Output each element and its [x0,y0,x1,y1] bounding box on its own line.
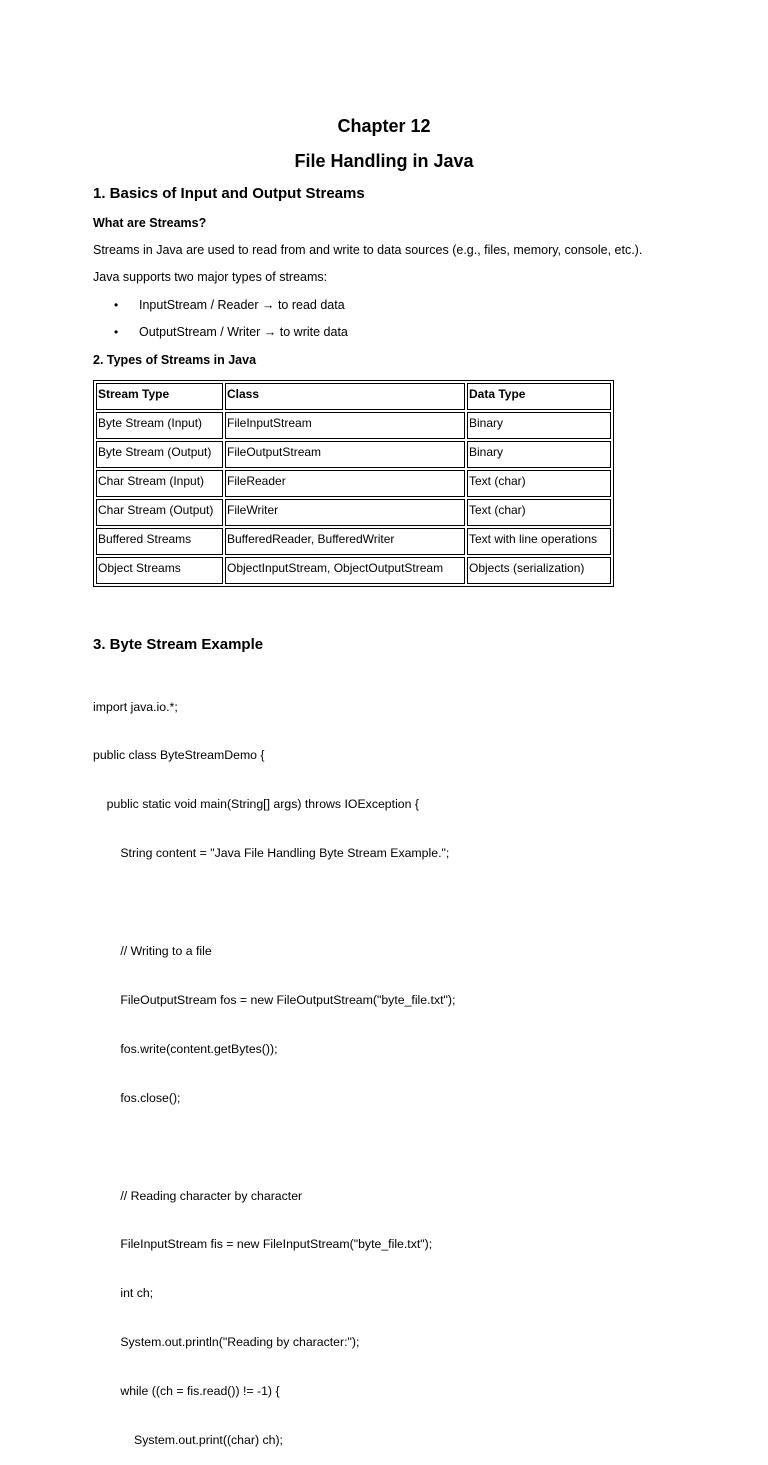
table-row [96,470,611,497]
code-line: // Writing to a file [93,944,212,959]
table-cell: Text (char) [467,470,611,497]
table-cell: ObjectInputStream, ObjectOutputStream [225,557,465,584]
table-cell: Byte Stream (Output) [96,441,223,468]
table-row [96,441,611,468]
page-title: File Handling in Java [294,151,474,171]
code-line: int ch; [93,1286,154,1301]
stream-types-table [93,380,614,587]
code-line: public static void main(String[] args) throws IOException { [93,797,419,812]
section1-subheading: What are Streams? [93,216,207,230]
table-cell: Char Stream (Input) [96,470,223,497]
list-item-text: OutputStream / Writer → to write data [139,325,348,339]
table-cell: Binary [467,412,611,439]
chapter-number: Chapter 12 [337,116,431,136]
code-line: FileOutputStream fos = new FileOutputStream("byte_file.txt"); [93,992,456,1007]
code-line: String content = "Java File Handling Byte Stream Example."; [93,846,450,861]
table-cell: BufferedReader, BufferedWriter [225,528,465,555]
table-cell: FileReader [225,470,465,497]
table-cell: FileInputStream [225,412,465,439]
table-cell: Byte Stream (Input) [96,412,223,439]
table-cell: FileWriter [225,499,465,526]
code-line: System.out.print((char) ch); [93,1432,283,1447]
table-header-cell: Data Type [467,383,611,410]
section1-paragraph-1: Streams in Java are used to read from and write to data sources (e.g., files, memory, console, etc.). [93,243,643,257]
table-cell: Text with line operations [467,528,611,555]
section2-heading: 2. Types of Streams in Java [93,353,257,367]
code-line: fos.close(); [93,1090,181,1105]
table-cell: Object Streams [96,557,223,584]
code-line: System.out.println("Reading by character:"); [93,1335,360,1350]
table-header-cell: Class [225,383,465,410]
table-cell: Buffered Streams [96,528,223,555]
table-row [96,557,611,584]
table-cell: Objects (serialization) [467,557,611,584]
code-line: // Reading character by character [93,1188,303,1203]
list-item [114,325,348,339]
table-header-row [96,383,611,410]
code-line: FileInputStream fis = new FileInputStream("byte_file.txt"); [93,1237,433,1252]
table-cell: FileOutputStream [225,441,465,468]
code-line: fos.write(content.getBytes()); [93,1041,278,1056]
table-cell: Text (char) [467,499,611,526]
table-header-cell: Stream Type [96,383,223,410]
section1-heading: 1. Basics of Input and Output Streams [93,185,365,202]
code-line: while ((ch = fis.read()) != -1) { [93,1384,280,1399]
list-item [114,298,345,312]
code-line [93,894,455,910]
list-item-text: InputStream / Reader → to read data [139,298,345,312]
section1-paragraph-2: Java supports two major types of streams: [93,270,328,284]
table-cell: Char Stream (Output) [96,499,223,526]
code-line: import java.io.*; [93,699,178,714]
code-line: public class ByteStreamDemo { [93,748,265,763]
code-block [93,666,455,1465]
table-row [96,499,611,526]
table-row [96,412,611,439]
code-line [93,1139,455,1155]
bullet-marker: • [114,325,119,339]
section3-heading: 3. Byte Stream Example [93,636,264,653]
table-cell: Binary [467,441,611,468]
bullet-marker: • [114,298,119,312]
table-row [96,528,611,555]
